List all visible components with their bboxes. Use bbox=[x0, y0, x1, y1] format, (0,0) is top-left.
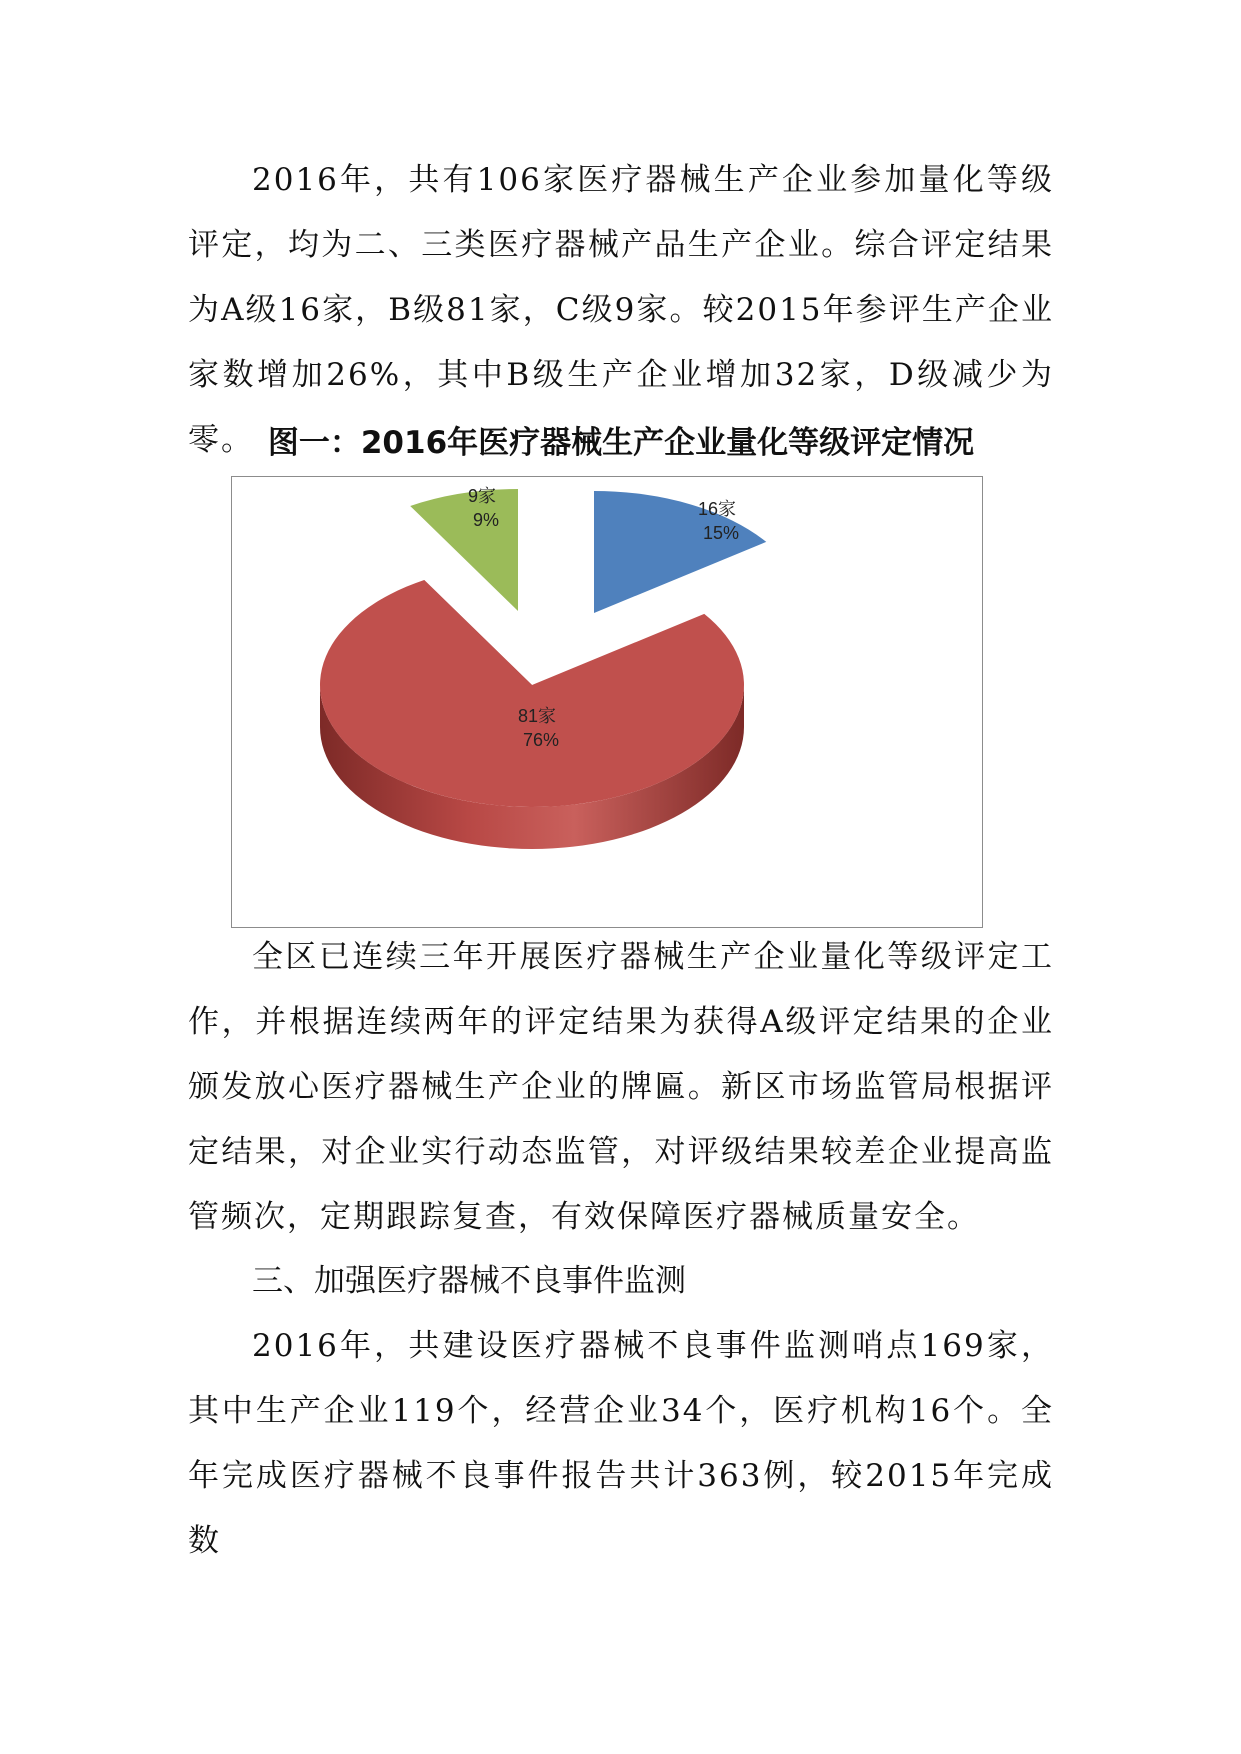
pie-slice-c-count-label: 9家 bbox=[467, 486, 497, 506]
pie-slice-a-percent-label: 15% bbox=[702, 523, 740, 543]
pie-slice-a-top bbox=[594, 491, 766, 613]
pie-slice-c-percent-label: 9% bbox=[472, 510, 500, 530]
section-heading-adverse-events: 三、加强医疗器械不良事件监测 bbox=[252, 1263, 686, 1299]
pie-chart-frame bbox=[231, 476, 983, 928]
pie-slice-b-count-label: 81家 bbox=[517, 706, 557, 726]
pie-chart bbox=[232, 477, 984, 929]
paragraph-rating-summary: 2016年，共有106家医疗器械生产企业参加量化等级评定，均为二、三类医疗器械产品生产企业。综合评定结果为A级16家，B级81家，C级9家。较2015年参评生产企业家数增加26%，其中B级生产企业增加32家，D级减少为零。 bbox=[188, 162, 1054, 458]
paragraph-three-year-work: 全区已连续三年开展医疗器械生产企业量化等级评定工作，并根据连续两年的评定结果为获得A级评定结果的企业颁发放心医疗器械生产企业的牌匾。新区市场监管局根据评定结果，对企业实行动态监管，对评级结果较差企业提高监管频次，定期跟踪复查，有效保障医疗器械质量安全。 bbox=[188, 939, 1054, 1235]
pie-slice-a-count-label: 16家 bbox=[697, 499, 737, 519]
pie-slice-b-percent-label: 76% bbox=[522, 730, 560, 750]
paragraph-monitoring-points: 2016年，共建设医疗器械不良事件监测哨点169家，其中生产企业119个，经营企业34个，医疗机构16个。全年完成医疗器械不良事件报告共计363例，较2015年完成数 bbox=[188, 1328, 1054, 1559]
figure-title: 图一：2016年医疗器械生产企业量化等级评定情况 bbox=[267, 425, 975, 461]
